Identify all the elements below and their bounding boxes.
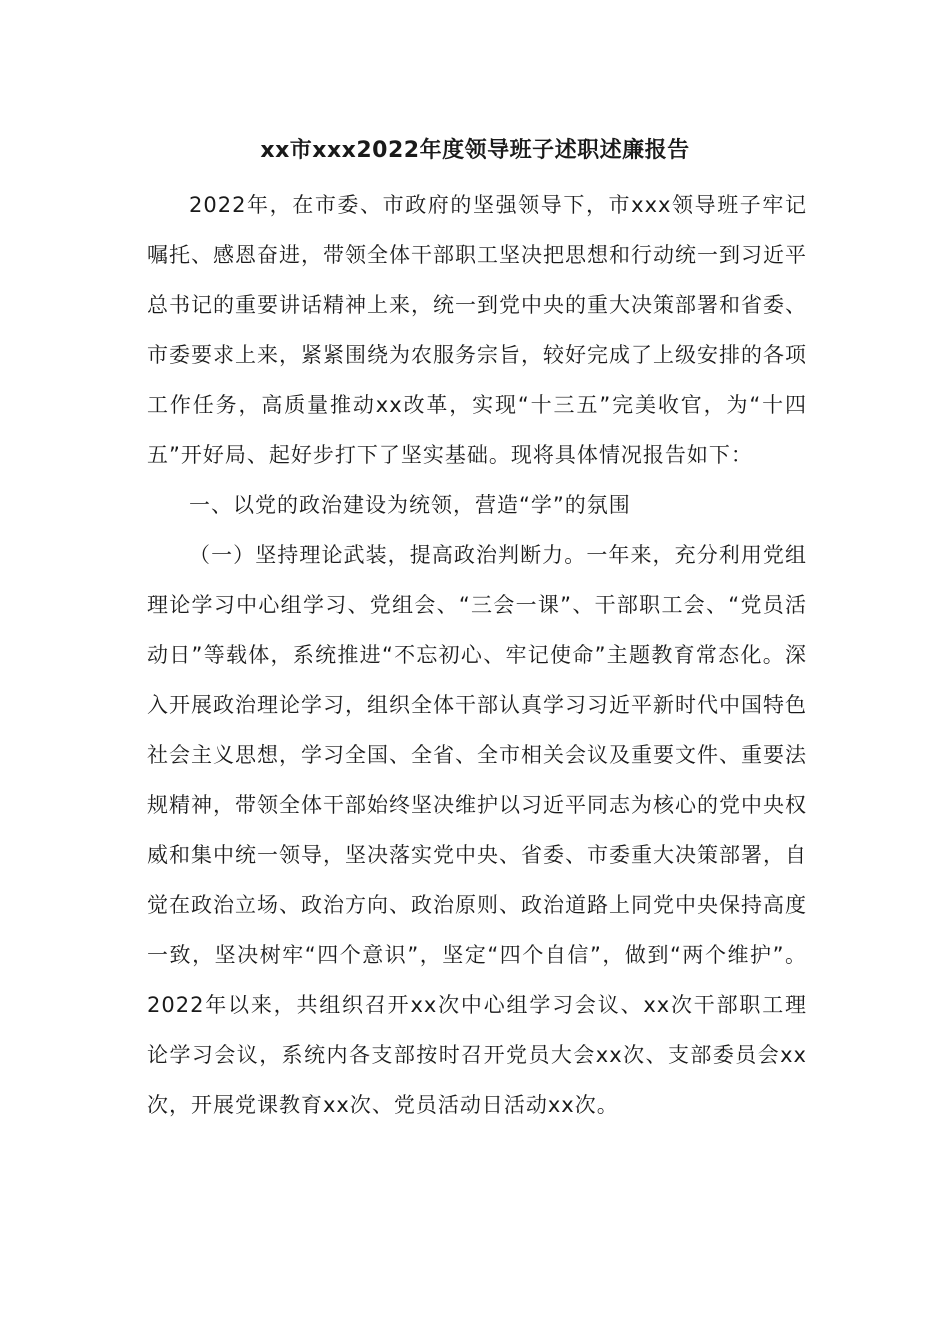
subsection-paragraph-1: （一）坚持理论武装，提高政治判断力。一年来，充分利用党组理论学习中心组学习、党组会、“三会一课”、干部职工会、“党员活动日”等载体，系统推进“不忘初心、牢记使命”主题教育常态化。深入开展政治理论学习，组织全体干部认真学习习近平新时代中国特色社会主义思想，学习全国、全省、全市相关会议及重要文件、重要法规精神，带领全体干部始终坚决维护以习近平同志为核心的党中央权威和集中统一领导，坚决落实党中央、省委、市委重大决策部署，自觉在政治立场、政治方向、政治原则、政治道路上同党中央保持高度一致，坚决树牢“四个意识”，坚定“四个自信”，做到“两个维护”。2022年以来，共组织召开xx次中心组学习会议、xx次干部职工理论学习会议，系统内各支部按时召开党员大会xx次、支部委员会xx次，开展党课教育xx次、党员活动日活动xx次。 <box>147 543 807 1117</box>
document-title: xx市xxx2022年度领导班子述职述廉报告 <box>260 138 690 163</box>
intro-paragraph: 2022年，在市委、市政府的坚强领导下，市xxx领导班子牢记嘱托、感恩奋进，带领全体干部职工坚决把思想和行动统一到习近平总书记的重要讲话精神上来，统一到党中央的重大决策部署和省委、市委要求上来，紧紧围绕为农服务宗旨，较好完成了上级安排的各项工作任务，高质量推动xx改革，实现“十三五”完美收官，为“十四五”开好局、起好步打下了坚实基础。现将具体情况报告如下： <box>147 193 807 467</box>
document-body <box>147 180 807 1130</box>
section-heading-1: 一、以党的政治建设为统领，营造“学”的氛围 <box>189 493 631 517</box>
